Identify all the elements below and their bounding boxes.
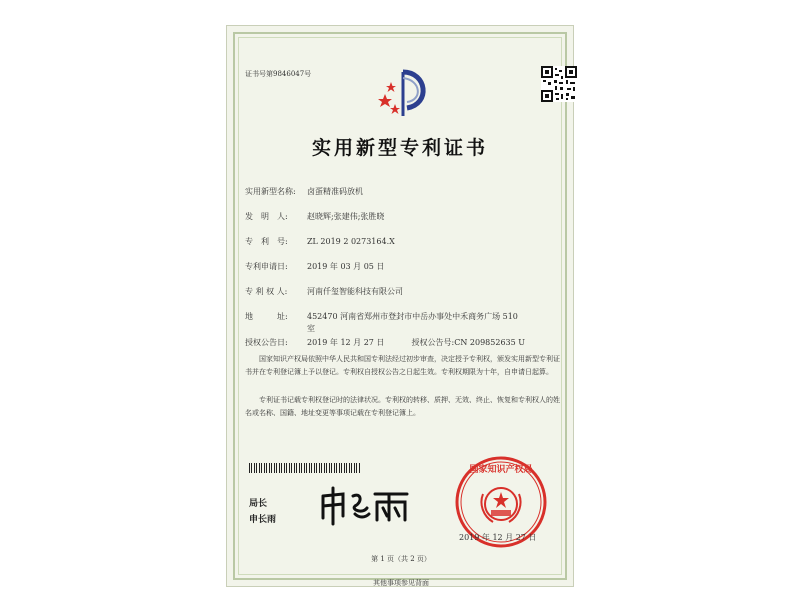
patent-number-row [245,236,395,247]
inventor-value: 赵晓辉;张建伟;张胜晓 [307,212,385,221]
seal-date: 2019 年 12 月 27 日 [459,533,537,542]
address-value: 452470 河南省郑州市登封市中岳办事处中禾商务广场 510 [307,312,518,321]
utility-model-name-label: 实用新型名称: [245,187,296,196]
patent-number-value: ZL 2019 2 0273164.X [307,237,395,246]
address-label: 地 址: [245,312,288,321]
grant-number-label: 授权公告号: [411,338,455,347]
seal-text: 国家知识产权局 [469,465,533,475]
patentee-row [245,286,403,297]
utility-model-name-row [245,186,363,197]
application-date-label: 专利申请日: [245,262,288,271]
patentee-label: 专 利 权 人: [245,287,288,296]
barcode-icon [249,463,361,473]
grant-date-value: 2019 年 12 月 27 日 [307,338,385,347]
director-title: 局长 [249,499,268,509]
patentee-value: 河南仟玺智能科技有限公司 [307,287,403,296]
grant-announcement-row [245,337,525,348]
utility-model-name-value: 卤蛋精准码放机 [307,187,363,196]
back-note: 其他事项参见背面 [373,579,429,587]
address-row [245,311,518,322]
qr-code-icon [541,66,577,102]
certificate-paragraph-1: 国家知识产权局依照中华人民共和国专利法经过初步审查，决定授予专利权，颁发实用新型专利证书并在专利登记簿上予以登记。专利权自授权公告之日起生效。专利权期限为十年，自申请日起算。 [245,355,560,376]
inventor-row [245,211,384,222]
address-continued: 室 [307,324,315,333]
certificate-title: 实用新型专利证书 [311,137,488,159]
application-date-value: 2019 年 03 月 05 日 [307,262,385,271]
director-signature-icon [317,484,413,526]
application-date-row [245,261,384,272]
inventor-label: 发 明 人: [245,212,288,221]
patent-certificate [226,25,574,587]
page-indicator: 第 1 页（共 2 页） [371,555,431,563]
grant-number-value: CN 209852635 U [454,338,525,347]
patent-office-logo-icon [375,64,435,124]
certificate-number: 证书号第9846047号 [245,70,312,78]
director-name: 申长雨 [249,515,277,525]
certificate-paragraph-2: 专利证书记载专利权登记时的法律状况。专利权的转移、质押、无效、终止、恢复和专利权人的姓名或名称、国籍、地址变更等事项记载在专利登记簿上。 [245,396,560,417]
patent-number-label: 专 利 号: [245,237,288,246]
grant-date-label: 授权公告日: [245,338,288,347]
